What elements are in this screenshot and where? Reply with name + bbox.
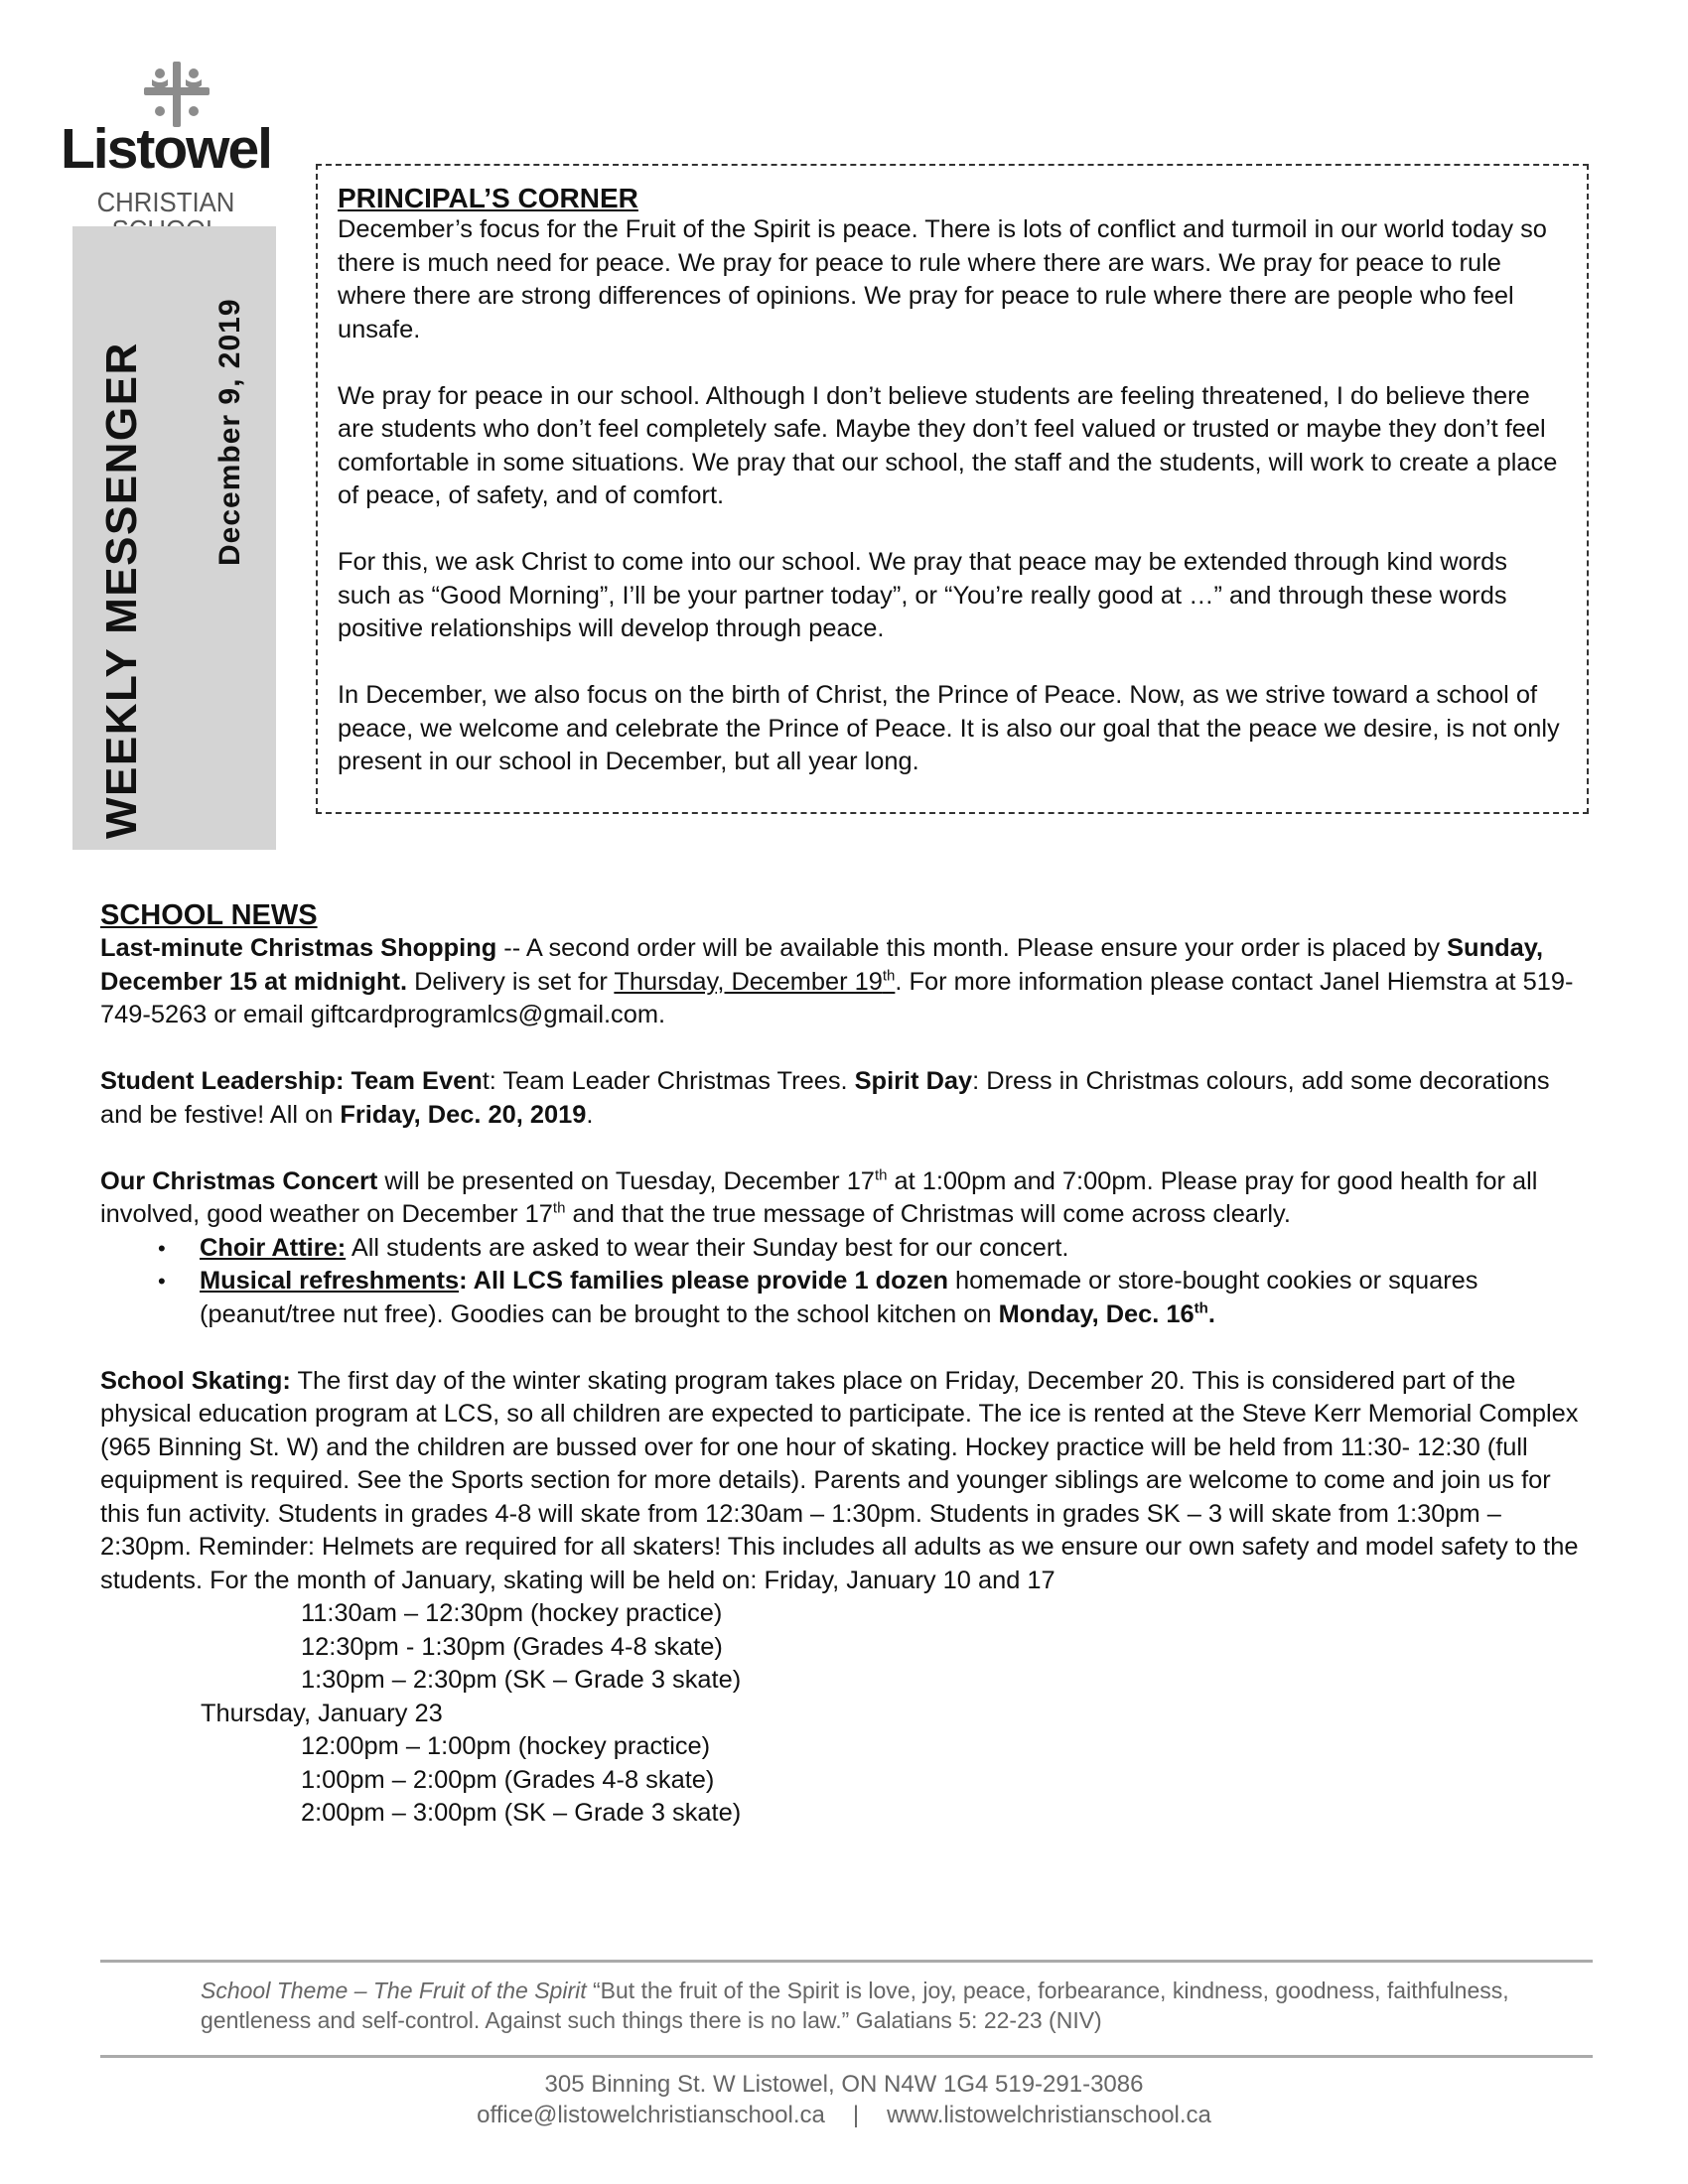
leadership-end: . xyxy=(586,1100,594,1129)
footer-email-link[interactable]: office@listowelchristianschool.ca xyxy=(477,2102,825,2128)
concert-bullets xyxy=(100,1232,1590,1332)
principal-paragraph: For this, we ask Christ to come into our school. We pray that peace may be extended through kind words such as “Good Morning”, I’ll be your partner today”, or “You’re really good at …” and through these words positive relationships will develop through peace. xyxy=(338,548,1507,642)
team-event-suffix: t xyxy=(482,1067,490,1095)
issue-date: December 9, 2019 xyxy=(213,298,246,566)
footer-address: 305 Binning St. W Listowel, ON N4W 1G4 519-291-3086 xyxy=(544,2071,1144,2098)
delivery-date-text: Thursday, December 19 xyxy=(614,967,883,996)
footer-divider-bottom xyxy=(100,2055,1593,2058)
theme-label: School Theme – The Fruit of the Spirit xyxy=(201,1978,587,2003)
shopping-text-1: -- A second order will be available this month. Please ensure your order is placed by xyxy=(496,934,1448,962)
footer-links xyxy=(0,2100,1688,2130)
bullet-icon: • xyxy=(158,1235,166,1261)
concert-label: Our Christmas Concert xyxy=(100,1166,378,1195)
footer-separator: | xyxy=(852,2102,860,2128)
principal-paragraph: In December, we also focus on the birth of Christ, the Prince of Peace. Now, as we strive toward a school of peace, we welcome and celebrate the Prince of Peace. It is also our goal that the peace we desire, is not only present in our school in December, but all year long. xyxy=(338,681,1560,775)
school-theme xyxy=(201,1976,1591,2035)
list-item xyxy=(100,1265,1590,1331)
spirit-day-text: : Dress in Christmas colours, add some decorations and be festive! All on xyxy=(100,1067,1550,1129)
skating-slot: 1:00pm – 2:00pm (Grades 4-8 skate) xyxy=(301,1765,715,1794)
theme-quote: “But the fruit of the Spirit is love, joy, peace, forbearance, kindness, goodness, faithfulness, gentleness and self-control. Against such things there is no law.” Galatians 5: 22-23 (NIV) xyxy=(201,1978,1509,2033)
leadership-label: Student Leadership: xyxy=(100,1067,345,1095)
skating-label: School Skating: xyxy=(100,1366,291,1395)
skating-text: The first day of the winter skating program takes place on Friday, December 20. This is considered part of the physical education program at LCS, so all children are expected to participate. The ice is rented at the Steve Kerr Memorial Complex (965 Binning St. W) and the children are bussed over for one hour of skating. Hockey practice will be held from 11:30- 12:30 (full equipment is required. See the Sports section for more details). Parents and younger siblings are welcome to come and join us for this fun activity. Students in grades 4-8 will skate from 12:30am – 1:30pm. Students in grades SK – 3 will skate from 1:30pm – 2:30pm. Reminder: Helmets are required for all skaters! This includes all adults as we ensure our own safety and model safety to the students. For the month of January, skating will be held on: Friday, January 10 and 17 xyxy=(100,1366,1579,1594)
list-item xyxy=(100,1232,1590,1266)
refreshments-end: . xyxy=(1207,1299,1215,1328)
news-item-skating xyxy=(100,1365,1590,1598)
spirit-day-label: Spirit Day xyxy=(854,1067,973,1095)
skating-slot: 11:30am – 12:30pm (hockey practice) xyxy=(301,1599,723,1627)
skating-slot: 12:30pm - 1:30pm (Grades 4-8 skate) xyxy=(301,1632,723,1661)
footer-divider-top xyxy=(100,1960,1593,1963)
refreshments-text: homemade or store-bought cookies or squares (peanut/tree nut free). Goodies can be brought to the school kitchen on xyxy=(200,1267,1478,1328)
concert-sup-2: th xyxy=(552,1199,566,1217)
concert-text-1: will be presented on Tuesday, December 17 xyxy=(377,1166,875,1195)
refreshments-colon: : xyxy=(459,1267,468,1295)
team-event-label: Team Even xyxy=(351,1067,483,1095)
skating-slot: 1:30pm – 2:30pm (SK – Grade 3 skate) xyxy=(301,1666,742,1694)
shopping-label: Last-minute Christmas Shopping xyxy=(100,934,497,962)
shopping-text-2: Delivery is set for xyxy=(407,967,615,996)
principal-paragraph: We pray for peace in our school. Although I don’t believe students are feeling threatened, I do believe there are students who don’t feel completely safe. Maybe they don’t feel valued or trusted or maybe they don’t feel comfortable in some situations. We pray that our school, the staff and the students, will work to create a place of peace, of safety, and of comfort. xyxy=(338,381,1558,509)
concert-sup-1: th xyxy=(874,1166,888,1184)
refreshments-date: Monday, Dec. 16 xyxy=(998,1299,1195,1328)
newsletter-title: WEEKLY MESSENGER xyxy=(97,341,146,839)
principals-corner-box xyxy=(316,164,1589,814)
choir-attire-text: All students are asked to wear their Sunday best for our concert. xyxy=(346,1233,1069,1262)
news-item-leadership xyxy=(100,1065,1590,1132)
school-subtitle: CHRISTIAN xyxy=(96,187,235,217)
skating-slot: 12:00pm – 1:00pm (hockey practice) xyxy=(301,1732,711,1760)
choir-attire-label: Choir Attire: xyxy=(200,1233,347,1262)
principals-corner-title: PRINCIPAL’S CORNER xyxy=(338,183,638,213)
concert-text-2: at 1:00pm and 7:00pm. Please pray for good health for all involved, good weather on December 17 xyxy=(100,1166,1538,1228)
skating-slot: 2:00pm – 3:00pm (SK – Grade 3 skate) xyxy=(301,1799,742,1827)
footer-website-link[interactable]: www.listowelchristianschool.ca xyxy=(887,2102,1211,2128)
school-news-title: SCHOOL NEWS xyxy=(100,899,318,931)
refreshments-label: Musical refreshments xyxy=(200,1267,460,1295)
news-item-shopping xyxy=(100,932,1590,1032)
shopping-delivery-date xyxy=(614,968,895,996)
school-news-section xyxy=(100,898,1590,1831)
school-name-logo: Listowel xyxy=(60,117,272,181)
leadership-date: Friday, Dec. 20, 2019 xyxy=(340,1100,587,1129)
shopping-text-3: . For more information please contact Janel Hiemstra at 519-749-5263 or email giftcardprogramlcs@gmail.com. xyxy=(100,967,1574,1028)
footer-contact xyxy=(0,2069,1688,2130)
concert-text-3: and that the true message of Christmas will come across clearly. xyxy=(565,1200,1291,1228)
refreshments-bold: All LCS families please provide 1 dozen xyxy=(467,1267,948,1295)
refreshments-sup: th xyxy=(1194,1299,1208,1317)
team-event-text: : Team Leader Christmas Trees. xyxy=(489,1067,855,1095)
bullet-icon: • xyxy=(158,1269,166,1294)
delivery-date-sup: th xyxy=(882,967,896,985)
principal-paragraph: December’s focus for the Fruit of the Spirit is peace. There is lots of conflict and turmoil in our world today so there is much need for peace. We pray for peace to rule where there are wars. We pray for peace to rule where there are strong differences of opinions. We pray for peace to rule where there are people who feel unsafe. xyxy=(338,215,1547,343)
news-item-concert xyxy=(100,1165,1590,1232)
shopping-deadline: Sunday, December 15 at midnight. xyxy=(100,934,1544,996)
skating-thursday: Thursday, January 23 xyxy=(201,1699,443,1727)
